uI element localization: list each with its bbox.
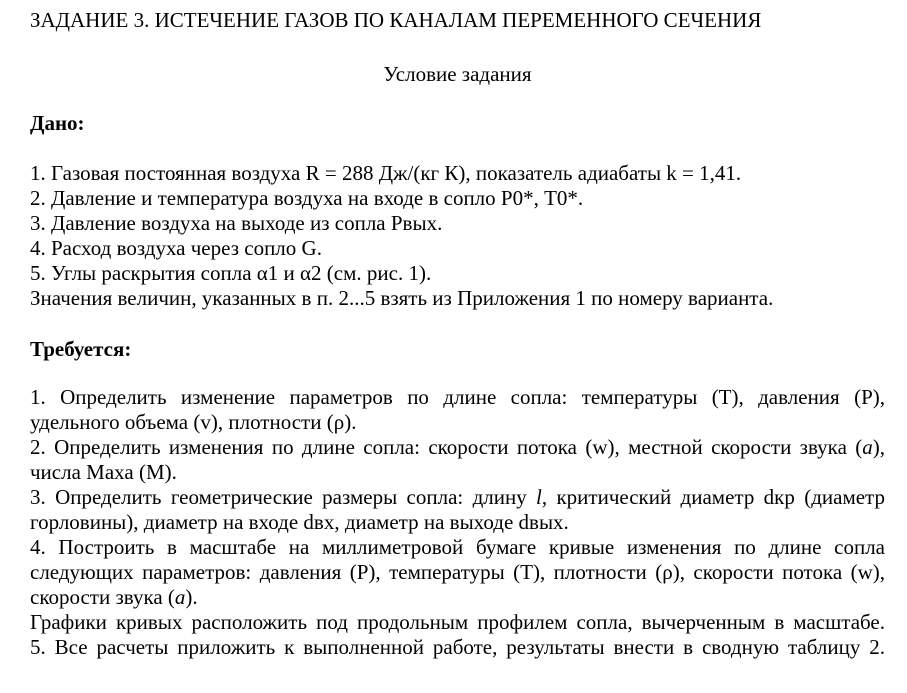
- text-segment: 2. Давление и температура воздуха на входе в сопло Р0*, Т0*.: [30, 186, 584, 210]
- italic-variable: l: [536, 485, 542, 509]
- text-segment: , критический диаметр dкр (диаметр: [541, 485, 885, 509]
- text-line: [30, 485, 885, 510]
- section-lines: [30, 385, 885, 660]
- text-line: [30, 635, 885, 660]
- document-subtitle: Условие задания: [383, 62, 532, 86]
- text-line: [30, 236, 885, 261]
- text-line: [30, 610, 885, 635]
- text-segment: 5. Углы раскрытия сопла α1 и α2 (см. рис. 1).: [30, 261, 432, 285]
- text-line: [30, 385, 885, 410]
- section-heading: Требуется:: [30, 337, 132, 361]
- text-line: [30, 186, 885, 211]
- text-segment: скорости звука (: [30, 585, 175, 609]
- text-line: [30, 211, 885, 236]
- text-segment: Значения величин, указанных в п. 2...5 взять из Приложения 1 по номеру варианта.: [30, 286, 774, 310]
- text-segment: ),: [872, 435, 885, 459]
- text-line: [30, 261, 885, 286]
- text-segment: 3. Определить геометрические размеры сопла: длину: [30, 485, 537, 509]
- text-line: [30, 286, 885, 311]
- document-section: [30, 337, 885, 660]
- text-segment: ).: [185, 585, 198, 609]
- text-line: [30, 535, 885, 560]
- text-line: [30, 410, 885, 435]
- text-segment: 1. Газовая постоянная воздуха R = 288 Дж/(кг К), показатель адиабаты k = 1,41.: [30, 161, 742, 185]
- text-line: [30, 435, 885, 460]
- text-line: [30, 585, 885, 610]
- text-line: [30, 560, 885, 585]
- section-heading: Дано:: [30, 111, 85, 135]
- document-sections: [30, 111, 885, 660]
- text-segment: следующих параметров: давления (Р), температуры (Т), плотности (ρ), скорости потока (w),: [30, 560, 885, 584]
- text-segment: 2. Определить изменения по длине сопла: скорости потока (w), местной скорости звука (: [30, 435, 863, 459]
- text-segment: числа Маха (М).: [30, 460, 177, 484]
- section-lines: [30, 161, 885, 311]
- text-segment: удельного объема (v), плотности (ρ).: [30, 410, 357, 434]
- document-title: ЗАДАНИЕ 3. ИСТЕЧЕНИЕ ГАЗОВ ПО КАНАЛАМ ПЕРЕМЕННОГО СЕЧЕНИЯ: [30, 8, 762, 32]
- text-line: [30, 460, 885, 485]
- italic-variable: a: [174, 585, 186, 609]
- text-segment: горловины), диаметр на входе dвх, диаметр на выходе dвых.: [30, 510, 569, 534]
- text-segment: 5. Все расчеты приложить к выполненной работе, результаты внести в сводную таблицу 2.: [30, 635, 885, 659]
- document-section: [30, 111, 885, 311]
- text-segment: Графики кривых расположить под продольным профилем сопла, вычерченным в масштабе.: [30, 610, 885, 634]
- italic-variable: a: [862, 435, 873, 459]
- text-line: [30, 161, 885, 186]
- text-segment: 3. Давление воздуха на выходе из сопла Рвых.: [30, 211, 443, 235]
- text-segment: 4. Расход воздуха через сопло G.: [30, 236, 322, 260]
- text-segment: 4. Построить в масштабе на миллиметровой бумаге кривые изменения по длине сопла: [30, 535, 885, 559]
- text-segment: 1. Определить изменение параметров по длине сопла: температуры (Т), давления (Р),: [30, 385, 885, 409]
- text-line: [30, 510, 885, 535]
